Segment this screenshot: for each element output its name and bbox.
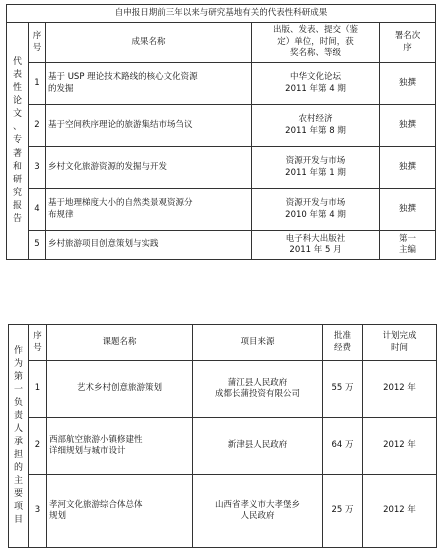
header-topic: 课题名称 bbox=[47, 325, 193, 361]
row-topic: 西部航空旅游小镇修建性 详细规划与城市设计 bbox=[47, 418, 193, 475]
row-funding: 25 万 bbox=[323, 475, 363, 548]
table-row bbox=[7, 105, 436, 147]
header-no: 序 号 bbox=[29, 325, 47, 361]
research-outcomes-table bbox=[6, 4, 436, 260]
row-title: 基于地理梯度大小的自然类景观资源分 布规律 bbox=[46, 189, 252, 231]
row-funding: 64 万 bbox=[323, 418, 363, 475]
row-deadline: 2012 年 bbox=[363, 418, 437, 475]
row-rank: 独撰 bbox=[380, 105, 436, 147]
row-publication: 农村经济 2011 年第 8 期 bbox=[252, 105, 380, 147]
table-row bbox=[7, 63, 436, 105]
row-no: 1 bbox=[29, 361, 47, 418]
row-topic: 艺术乡村创意旅游策划 bbox=[47, 361, 193, 418]
row-funding: 55 万 bbox=[323, 361, 363, 418]
table-row bbox=[7, 231, 436, 260]
row-source: 蒲江县人民政府 成都长蒲投资有限公司 bbox=[193, 361, 323, 418]
projects-table bbox=[8, 324, 437, 548]
table-header-row bbox=[9, 325, 437, 361]
row-title: 基于 USP 理论技术路线的核心文化资源 的发掘 bbox=[46, 63, 252, 105]
row-no: 5 bbox=[29, 231, 46, 260]
row-title: 乡村旅游项目创意策划与实践 bbox=[46, 231, 252, 260]
row-title: 基于空间秩序理论的旅游集结市场刍议 bbox=[46, 105, 252, 147]
row-publication: 电子科大出版社 2011 年 5 月 bbox=[252, 231, 380, 260]
row-publication: 中华文化论坛 2011 年第 4 期 bbox=[252, 63, 380, 105]
row-deadline: 2012 年 bbox=[363, 475, 437, 548]
row-topic: 孝河文化旅游综合体总体 规划 bbox=[47, 475, 193, 548]
row-publication: 资源开发与市场 2011 年第 1 期 bbox=[252, 147, 380, 189]
table-row bbox=[9, 475, 437, 548]
row-no: 3 bbox=[29, 475, 47, 548]
row-rank: 独撰 bbox=[380, 63, 436, 105]
header-publication: 出版、发表、提交（鉴 定）单位，时间，获 奖名称、等级 bbox=[252, 23, 380, 63]
table-row bbox=[7, 147, 436, 189]
header-name: 成果名称 bbox=[46, 23, 252, 63]
table-header-row bbox=[7, 23, 436, 63]
header-source: 项目来源 bbox=[193, 325, 323, 361]
header-no: 序 号 bbox=[29, 23, 46, 63]
row-no: 4 bbox=[29, 189, 46, 231]
row-title: 乡村文化旅游资源的发掘与开发 bbox=[46, 147, 252, 189]
table-title-row bbox=[7, 5, 436, 23]
table-row bbox=[9, 418, 437, 475]
row-rank: 独撰 bbox=[380, 189, 436, 231]
table-title: 自申报日期前三年以来与研究基地有关的代表性科研成果 bbox=[7, 5, 436, 23]
table-row bbox=[9, 361, 437, 418]
row-source: 山西省孝义市大孝堡乡 人民政府 bbox=[193, 475, 323, 548]
row-deadline: 2012 年 bbox=[363, 361, 437, 418]
side-label-projects: 作 为 第 一 负 责 人 承 担 的 主 要 项 目 bbox=[9, 325, 29, 548]
header-deadline: 计划完成 时间 bbox=[363, 325, 437, 361]
side-label-papers: 代 表 性 论 文 、 专 著 和 研 究 报 告 bbox=[7, 23, 29, 260]
row-publication: 资源开发与市场 2010 年第 4 期 bbox=[252, 189, 380, 231]
row-no: 1 bbox=[29, 63, 46, 105]
table-row bbox=[7, 189, 436, 231]
row-rank: 第一 主编 bbox=[380, 231, 436, 260]
row-source: 新津县人民政府 bbox=[193, 418, 323, 475]
row-no: 2 bbox=[29, 418, 47, 475]
row-no: 2 bbox=[29, 105, 46, 147]
header-funding: 批准 经费 bbox=[323, 325, 363, 361]
row-rank: 独撰 bbox=[380, 147, 436, 189]
header-author-rank: 署名次 序 bbox=[380, 23, 436, 63]
row-no: 3 bbox=[29, 147, 46, 189]
